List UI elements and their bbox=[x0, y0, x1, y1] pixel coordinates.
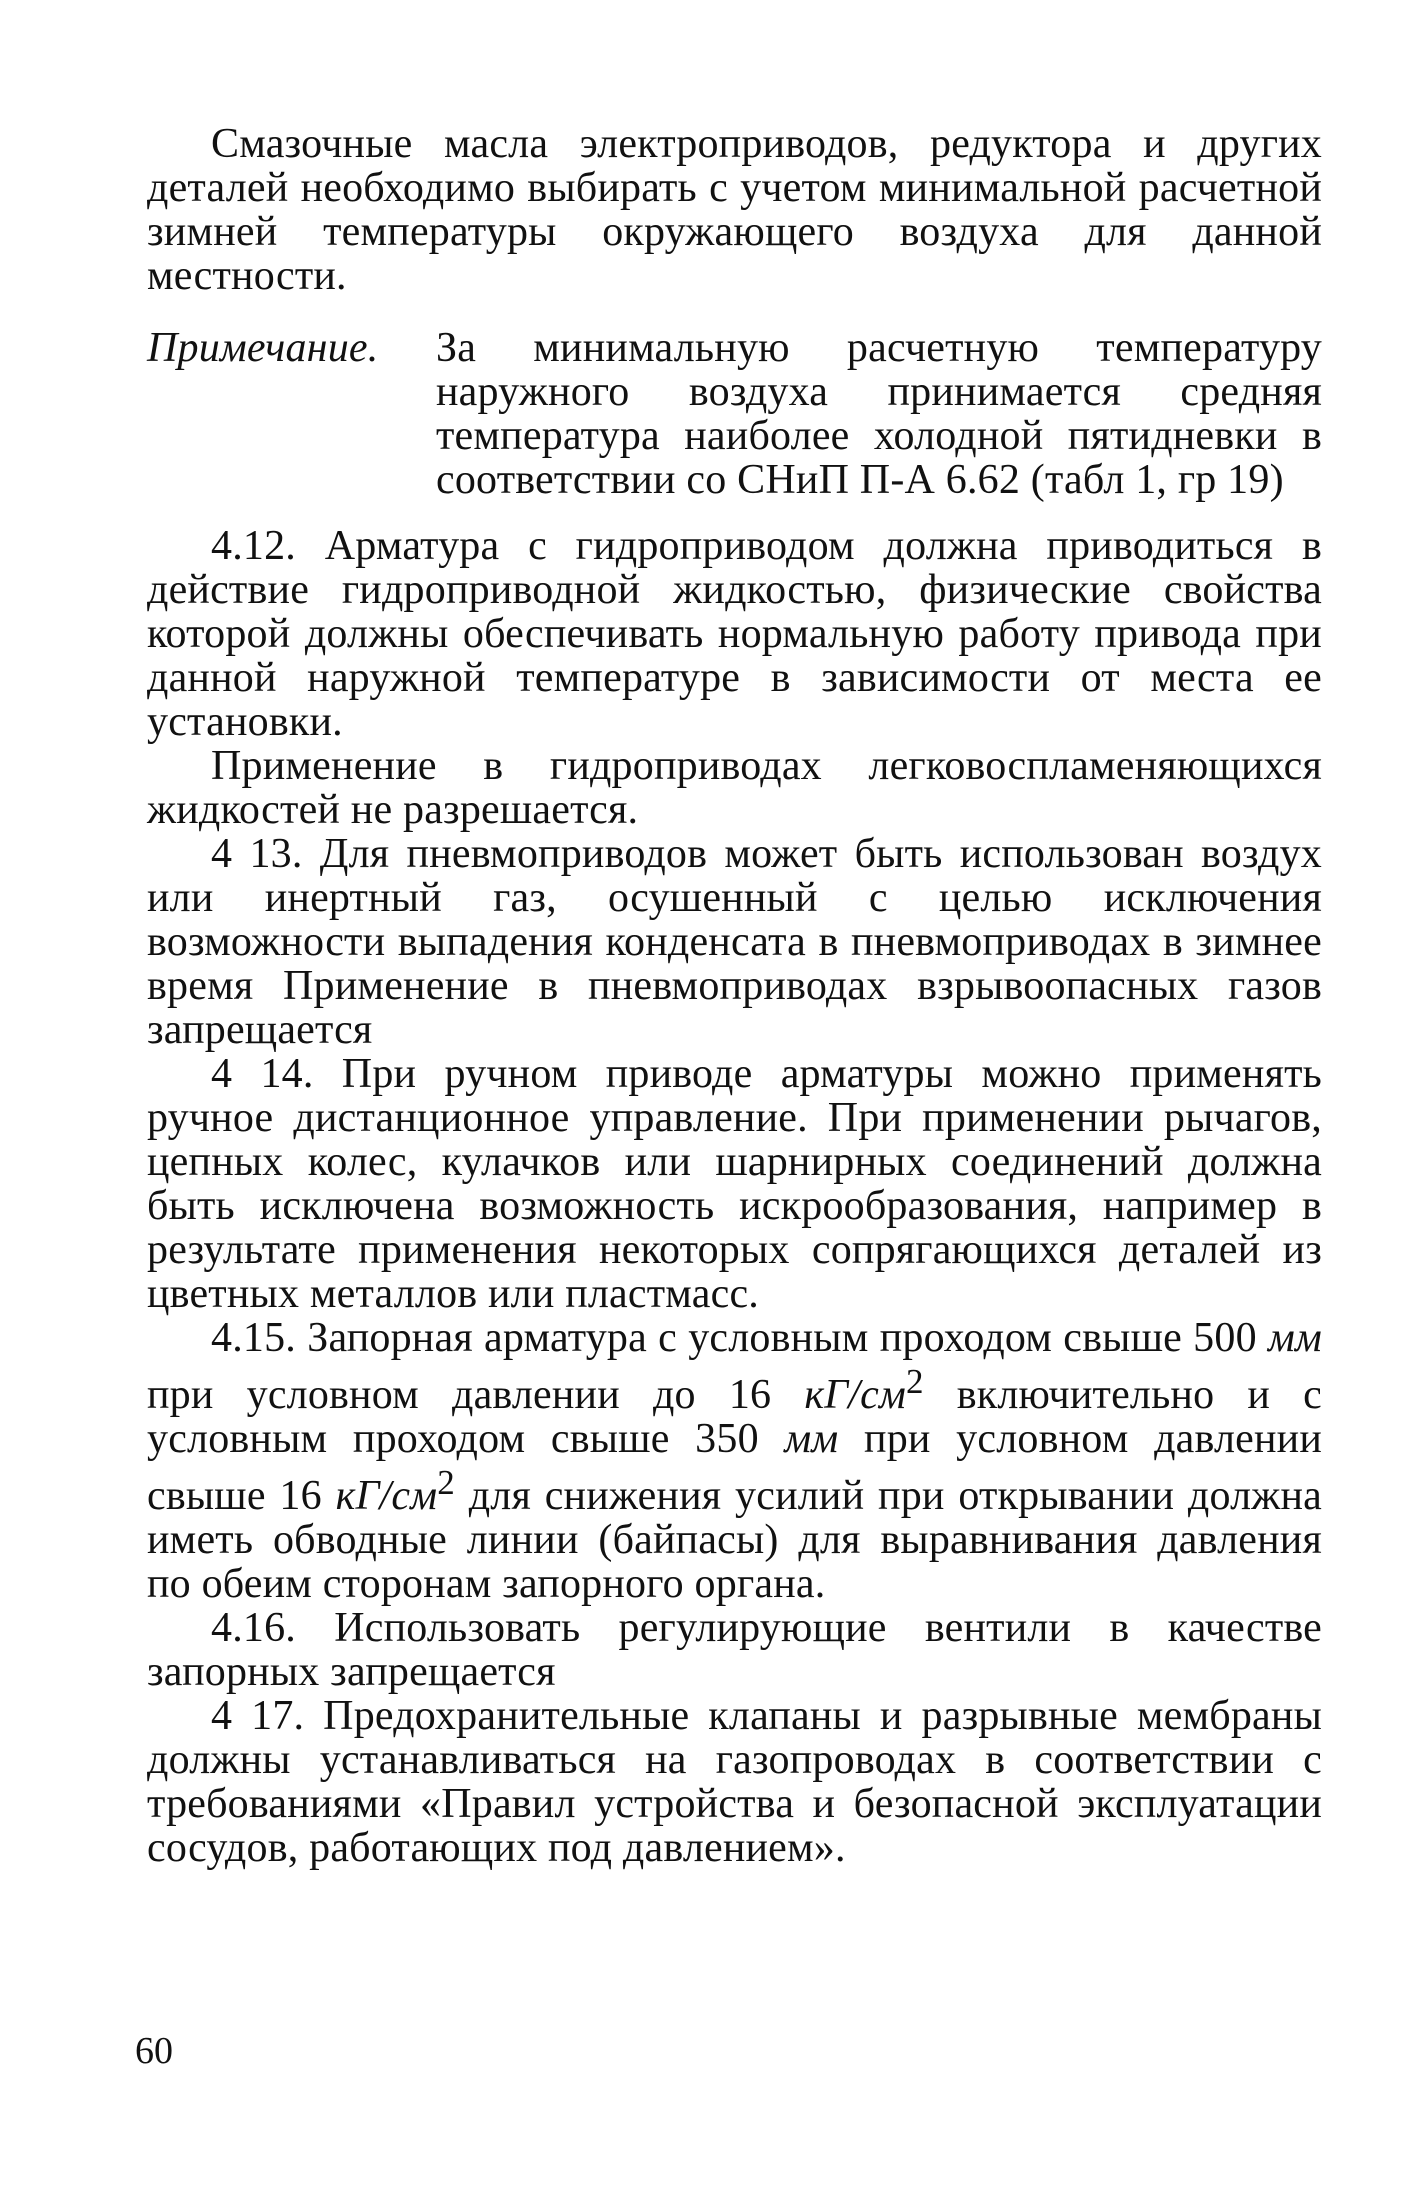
paragraph-4-12: 4.12. Арматура с гидроприводом должна приводиться в действие гидроприводной жидкостью, физические свойства которой должны обеспечивать нормальную работу привода при данной наружной температуре в зависимости от места ее установки. bbox=[147, 523, 1322, 745]
paragraph-4-16: 4.16. Использовать регулирующие вентили в качестве запорных запрещается bbox=[147, 1605, 1322, 1695]
paragraph-4-15 bbox=[147, 1316, 1322, 1606]
paragraph-4-13: 4 13. Для пневмоприводов может быть использован воздух или инертный газ, осушенный с целью исключения возможности выпадения конденсата в пневмоприводах в зимнее время Применение в пневмоприводах взрывоопасных газов запрещается bbox=[147, 831, 1322, 1053]
text-run: при условном давлении свыше 16 bbox=[147, 1416, 1322, 1519]
note-text: За минимальную расчетную температуру наружного воздуха принимается средняя температура наиболее холодной пятидневки в соответствии со СНиП П-А 6.62 (табл 1, гр 19) bbox=[436, 325, 1322, 503]
note-block bbox=[147, 326, 1322, 502]
unit-kgf-cm: кГ/см bbox=[335, 1473, 438, 1519]
note-label: Примечание. bbox=[147, 325, 379, 371]
paragraph-flammable-liquids: Применение в гидроприводах легковоспламеняющихся жидкостей не разрешается. bbox=[147, 743, 1322, 833]
unit-kgf-cm: кГ/см bbox=[804, 1372, 906, 1418]
paragraph-4-17: 4 17. Предохранительные клапаны и разрывные мембраны должны устанавливаться на газопроводах в соответствии с требованиями «Правил устройства и безопасной эксплуатации сосудов, работающих под давлением». bbox=[147, 1693, 1322, 1871]
text-run: 4.15. Запорная арматура с условным проходом свыше 500 bbox=[211, 1315, 1268, 1361]
unit-mm: мм bbox=[784, 1416, 839, 1462]
paragraph-lubricants: Смазочные масла электроприводов, редуктора и других деталей необходимо выбирать с учетом минимальной расчетной зимней температуры окружающего воздуха для данной местности. bbox=[147, 121, 1322, 299]
page-body bbox=[147, 122, 1322, 1870]
page-number: 60 bbox=[135, 2030, 173, 2072]
text-run: при условном давлении до 16 bbox=[147, 1372, 805, 1418]
superscript: 2 bbox=[437, 1463, 455, 1502]
unit-mm: мм bbox=[1267, 1315, 1322, 1361]
text-run: для снижения усилий при открывании должна иметь обводные линии (байпасы) для выравнивания давления по обеим сторонам запорного органа. bbox=[147, 1473, 1322, 1607]
paragraph-4-14: 4 14. При ручном приводе арматуры можно применять ручное дистанционное управление. При применении рычагов, цепных колес, кулачков или шарнирных соединений должна быть исключена возможность искрообразования, например в результате применения некоторых сопрягающихся деталей из цветных металлов или пластмасс. bbox=[147, 1051, 1322, 1317]
text-run: включительно и с условным проходом свыше 350 bbox=[147, 1372, 1322, 1462]
superscript: 2 bbox=[905, 1362, 924, 1401]
